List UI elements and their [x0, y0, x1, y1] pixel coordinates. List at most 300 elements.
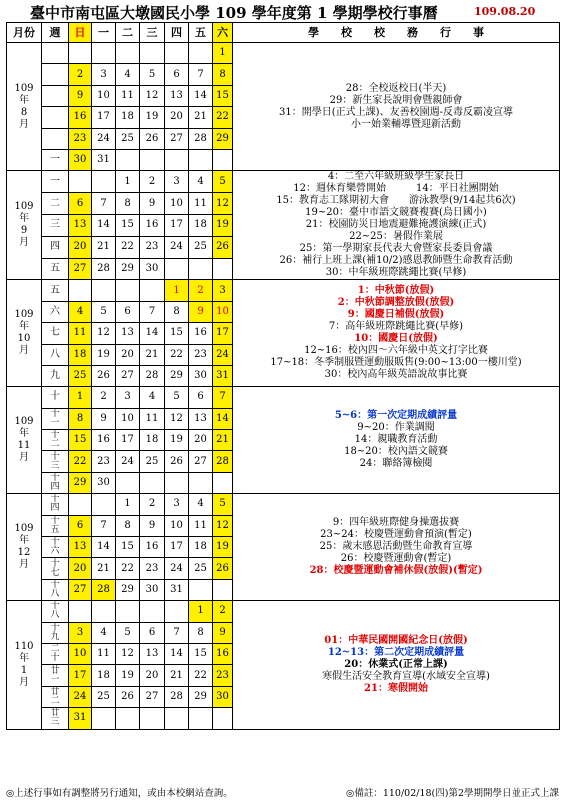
day-cell: 7 — [213, 387, 233, 408]
day-cell: 7 — [92, 515, 116, 536]
event-line: 1：中秋節(放假) — [357, 285, 435, 297]
day-cell — [69, 280, 92, 301]
day-cell — [69, 43, 92, 64]
week-number: 一 — [42, 149, 69, 170]
footer-remark: ◎備註：110/02/18(四)第2學期開學日並正式上課 — [346, 788, 559, 799]
week-number — [42, 107, 69, 128]
day-cell: 28 — [213, 451, 233, 472]
title-bar — [0, 2, 564, 22]
day-cell: 11 — [92, 643, 116, 664]
day-cell: 3 — [92, 64, 116, 85]
header-fri: 五 — [189, 23, 213, 43]
day-cell: 4 — [92, 622, 116, 643]
day-cell — [140, 708, 165, 729]
day-cell: 8 — [165, 301, 189, 322]
header-row — [7, 23, 560, 43]
day-cell: 1 — [69, 387, 92, 408]
day-cell: 22 — [116, 236, 140, 258]
day-cell — [165, 258, 189, 280]
day-cell: 6 — [140, 622, 165, 643]
event-line: 12~16：校內四～六年級中英文打字比賽 — [304, 345, 488, 357]
day-cell: 26 — [213, 236, 233, 258]
header-sun: 日 — [69, 23, 92, 43]
month-label-m: 1 — [20, 664, 28, 676]
day-cell: 20 — [140, 665, 165, 686]
week-number — [42, 451, 69, 472]
page-title: 臺中市南屯區大墩國民小學 109 學年度第 1 學期學校行事曆 — [30, 4, 438, 22]
day-cell: 8 — [116, 515, 140, 536]
day-cell — [189, 579, 213, 600]
week-number-char: 五 — [50, 524, 60, 535]
month-label-m: 11 — [17, 440, 31, 452]
day-cell: 10 — [165, 193, 189, 215]
day-cell: 30 — [140, 258, 165, 280]
day-cell: 25 — [69, 365, 92, 386]
day-cell: 9 — [92, 408, 116, 429]
week-number — [42, 85, 69, 106]
day-cell: 22 — [213, 107, 233, 128]
day-cell: 11 — [189, 515, 213, 536]
month-label — [7, 494, 42, 601]
day-cell: 11 — [116, 85, 140, 106]
day-cell: 24 — [116, 451, 140, 472]
day-cell: 14 — [189, 85, 213, 106]
week-number-char: 九 — [50, 631, 60, 642]
day-cell: 3 — [165, 494, 189, 515]
day-cell: 10 — [116, 408, 140, 429]
day-cell — [165, 472, 189, 493]
day-cell: 5 — [213, 171, 233, 193]
day-cell — [116, 43, 140, 64]
event-line: 31：開學日(正式上課)、友善校園週-反毒反霸凌宣導 — [279, 106, 513, 118]
day-cell: 2 — [92, 387, 116, 408]
day-cell: 20 — [189, 430, 213, 451]
day-cell: 23 — [92, 451, 116, 472]
day-cell: 12 — [140, 85, 165, 106]
week-number-char: 八 — [50, 589, 60, 599]
week-number — [42, 64, 69, 85]
event-line: 23~24：校慶暨運動會預演(暫定) — [320, 529, 472, 541]
day-cell: 19 — [213, 214, 233, 236]
day-cell — [140, 43, 165, 64]
event-line: 小一始業輔導暨迎新活動 — [331, 118, 461, 130]
day-cell: 13 — [116, 323, 140, 344]
day-cell: 1 — [116, 171, 140, 193]
day-cell: 5 — [165, 387, 189, 408]
day-cell: 19 — [140, 107, 165, 128]
day-cell: 3 — [165, 171, 189, 193]
week-number-char: 三 — [50, 717, 60, 728]
day-cell: 23 — [213, 665, 233, 686]
day-cell — [213, 708, 233, 729]
day-cell: 25 — [92, 686, 116, 707]
day-cell: 29 — [213, 128, 233, 149]
day-cell: 14 — [92, 214, 116, 236]
day-cell: 28 — [140, 365, 165, 386]
month-label-label: 年 — [19, 94, 29, 106]
day-cell: 31 — [213, 365, 233, 386]
day-cell: 29 — [116, 258, 140, 280]
week-number: 九 — [42, 365, 69, 386]
event-line: 7：高年級班際跳繩比賽(早修) — [328, 321, 464, 333]
week-number — [42, 430, 69, 451]
day-cell: 27 — [189, 451, 213, 472]
week-row — [7, 494, 560, 515]
day-cell: 4 — [140, 387, 165, 408]
week-number-char: 二 — [50, 695, 60, 706]
week-number-char: 三 — [50, 460, 60, 471]
day-cell: 2 — [140, 171, 165, 193]
week-number — [42, 128, 69, 149]
week-number-char: 二 — [50, 644, 60, 655]
day-cell: 11 — [69, 323, 92, 344]
day-cell: 17 — [92, 107, 116, 128]
day-cell: 27 — [69, 579, 92, 600]
week-number-char: 七 — [50, 567, 60, 578]
day-cell: 7 — [189, 64, 213, 85]
day-cell — [140, 601, 165, 622]
week-number-char: 十 — [50, 580, 60, 590]
day-cell: 22 — [69, 451, 92, 472]
day-cell — [116, 601, 140, 622]
day-cell: 4 — [116, 64, 140, 85]
day-cell: 26 — [92, 365, 116, 386]
header-week: 週 — [42, 23, 69, 43]
event-line: 26：校慶暨運動會(暫定) — [340, 553, 452, 565]
day-cell: 20 — [69, 558, 92, 579]
day-cell — [116, 472, 140, 493]
month-events — [233, 280, 560, 387]
day-cell: 5 — [213, 494, 233, 515]
day-cell: 4 — [69, 301, 92, 322]
day-cell: 29 — [116, 579, 140, 600]
day-cell: 13 — [189, 408, 213, 429]
week-row — [7, 601, 560, 622]
week-number — [42, 579, 69, 600]
week-number-char: 十 — [50, 451, 60, 462]
week-number-char: 四 — [50, 503, 60, 514]
day-cell — [140, 472, 165, 493]
month-label-label: 年 — [19, 213, 29, 225]
event-line: 20：休業式(正常上課) — [344, 658, 448, 670]
day-cell: 1 — [213, 43, 233, 64]
day-cell — [165, 708, 189, 729]
day-cell: 28 — [165, 686, 189, 707]
day-cell: 12 — [116, 643, 140, 664]
day-cell: 15 — [189, 643, 213, 664]
day-cell: 14 — [92, 537, 116, 558]
day-cell: 26 — [116, 686, 140, 707]
day-cell: 12 — [92, 323, 116, 344]
week-number-char: 廿 — [50, 665, 60, 676]
day-cell: 25 — [189, 558, 213, 579]
day-cell: 16 — [140, 214, 165, 236]
day-cell: 15 — [69, 430, 92, 451]
week-number-char: 二 — [50, 439, 60, 450]
week-number — [42, 643, 69, 664]
day-cell: 25 — [189, 236, 213, 258]
month-label-unit: 月 — [19, 559, 29, 571]
day-cell: 30 — [213, 686, 233, 707]
day-cell: 6 — [69, 515, 92, 536]
day-cell: 24 — [213, 344, 233, 365]
day-cell — [213, 149, 233, 170]
week-number: 六 — [42, 301, 69, 322]
month-label-m: 8 — [20, 106, 28, 118]
month-label-unit: 月 — [19, 676, 29, 688]
day-cell: 12 — [213, 515, 233, 536]
day-cell — [92, 708, 116, 729]
day-cell: 30 — [189, 365, 213, 386]
day-cell: 12 — [165, 408, 189, 429]
day-cell: 30 — [140, 579, 165, 600]
day-cell — [69, 171, 92, 193]
day-cell: 15 — [165, 323, 189, 344]
week-number: 五 — [42, 258, 69, 280]
event-line: 12：週休育樂營開始 14：平日社團開始 — [293, 183, 499, 195]
week-number-char: 四 — [50, 482, 60, 493]
day-cell — [189, 708, 213, 729]
day-cell: 2 — [69, 64, 92, 85]
day-cell: 19 — [92, 344, 116, 365]
day-cell: 6 — [69, 193, 92, 215]
day-cell: 10 — [92, 85, 116, 106]
day-cell — [116, 149, 140, 170]
day-cell: 21 — [189, 107, 213, 128]
event-line: 01：中華民國開國紀念日(放假) — [324, 634, 468, 646]
day-cell — [165, 149, 189, 170]
event-line: 30：中年級班際跳繩比賽(早修) — [325, 267, 467, 279]
day-cell: 24 — [165, 236, 189, 258]
day-cell: 3 — [69, 622, 92, 643]
day-cell: 31 — [92, 149, 116, 170]
day-cell: 20 — [165, 107, 189, 128]
month-label-year: 109 — [14, 82, 34, 94]
day-cell: 22 — [165, 344, 189, 365]
week-number: 一 — [42, 171, 69, 193]
day-cell — [189, 149, 213, 170]
week-number-char: 廿 — [50, 708, 60, 719]
day-cell: 28 — [92, 579, 116, 600]
day-cell: 9 — [69, 85, 92, 106]
day-cell: 7 — [140, 301, 165, 322]
day-cell: 22 — [116, 558, 140, 579]
day-cell: 17 — [116, 430, 140, 451]
week-number-char: 十 — [50, 473, 60, 484]
day-cell — [69, 601, 92, 622]
month-label-m: 12 — [17, 547, 31, 559]
day-cell: 3 — [116, 387, 140, 408]
event-line: 2：中秋節調整放假(放假) — [337, 297, 455, 309]
week-number-char: 六 — [50, 546, 60, 557]
event-line: 15：教育志工隊期初大會 游泳教學(9/14起共6次) — [276, 195, 516, 207]
day-cell: 18 — [189, 537, 213, 558]
day-cell: 5 — [116, 622, 140, 643]
month-events — [233, 387, 560, 494]
day-cell: 16 — [189, 323, 213, 344]
month-label-label: 年 — [19, 428, 29, 440]
day-cell — [213, 258, 233, 280]
month-label-year: 109 — [14, 523, 34, 535]
day-cell: 18 — [92, 665, 116, 686]
week-row — [7, 43, 560, 64]
header-thu: 四 — [165, 23, 189, 43]
week-number-char: 十 — [50, 515, 60, 526]
week-number — [42, 665, 69, 686]
day-cell — [189, 258, 213, 280]
week-number: 七 — [42, 323, 69, 344]
day-cell: 12 — [213, 193, 233, 215]
day-cell: 28 — [92, 258, 116, 280]
day-cell: 19 — [213, 537, 233, 558]
day-cell: 30 — [92, 472, 116, 493]
day-cell: 16 — [69, 107, 92, 128]
header-mon: 一 — [92, 23, 116, 43]
calendar-table — [6, 22, 560, 730]
day-cell: 14 — [213, 408, 233, 429]
day-cell: 16 — [213, 643, 233, 664]
day-cell: 13 — [69, 214, 92, 236]
day-cell: 2 — [189, 280, 213, 301]
month-label-unit: 月 — [19, 118, 29, 130]
day-cell: 17 — [213, 323, 233, 344]
day-cell: 5 — [92, 301, 116, 322]
event-line: 18~20：校內語文競賽 — [344, 446, 448, 458]
day-cell: 25 — [140, 451, 165, 472]
event-line: 24：聯絡簿檢閱 — [359, 458, 433, 470]
day-cell: 18 — [116, 107, 140, 128]
month-events — [233, 601, 560, 729]
week-number: 十 — [42, 387, 69, 408]
day-cell — [116, 280, 140, 301]
day-cell: 8 — [213, 64, 233, 85]
month-label-unit: 月 — [19, 452, 29, 464]
day-cell: 26 — [165, 451, 189, 472]
day-cell: 9 — [140, 193, 165, 215]
week-number-char: 十 — [50, 408, 60, 419]
day-cell: 20 — [116, 344, 140, 365]
day-cell: 21 — [213, 430, 233, 451]
week-number: 三 — [42, 214, 69, 236]
event-line: 25：歲末感恩活動暨生命教育宣導 — [319, 541, 473, 553]
day-cell: 29 — [69, 472, 92, 493]
day-cell: 9 — [213, 622, 233, 643]
day-cell: 10 — [69, 643, 92, 664]
event-line: 19~20：臺中市語文競賽複賽(烏日國小) — [305, 207, 487, 219]
week-number — [42, 601, 69, 622]
day-cell: 31 — [165, 579, 189, 600]
event-line: 25：第一學期家長代表大會暨家長委員會議 — [299, 243, 493, 255]
day-cell — [92, 494, 116, 515]
month-events — [233, 43, 560, 171]
day-cell: 17 — [165, 537, 189, 558]
day-cell — [92, 601, 116, 622]
day-cell: 11 — [189, 193, 213, 215]
day-cell — [116, 708, 140, 729]
month-label — [7, 601, 42, 729]
day-cell: 21 — [92, 236, 116, 258]
day-cell — [92, 43, 116, 64]
day-cell: 22 — [189, 665, 213, 686]
week-number — [42, 472, 69, 493]
day-cell: 23 — [69, 128, 92, 149]
week-number: 四 — [42, 236, 69, 258]
day-cell: 8 — [69, 408, 92, 429]
week-number-char: 十 — [50, 558, 60, 569]
day-cell: 16 — [140, 537, 165, 558]
day-cell: 18 — [189, 214, 213, 236]
week-number-char: 十 — [50, 622, 60, 633]
day-cell: 19 — [165, 430, 189, 451]
day-cell: 8 — [189, 622, 213, 643]
event-line: 9：四年級班際健身操選拔賽 — [332, 517, 460, 529]
month-label-year: 110 — [14, 640, 34, 652]
day-cell: 29 — [189, 686, 213, 707]
day-cell: 23 — [189, 344, 213, 365]
week-number — [42, 622, 69, 643]
footer — [6, 785, 559, 799]
day-cell: 9 — [140, 515, 165, 536]
month-label — [7, 171, 42, 280]
day-cell: 27 — [165, 128, 189, 149]
month-label-label: 年 — [19, 321, 29, 333]
day-cell: 2 — [140, 494, 165, 515]
day-cell: 26 — [140, 128, 165, 149]
day-cell: 5 — [140, 64, 165, 85]
week-row — [7, 387, 560, 408]
day-cell: 15 — [116, 214, 140, 236]
day-cell — [92, 280, 116, 301]
day-cell: 19 — [116, 665, 140, 686]
week-number — [42, 494, 69, 515]
day-cell — [140, 280, 165, 301]
day-cell: 23 — [140, 558, 165, 579]
week-number: 八 — [42, 344, 69, 365]
header-wed: 三 — [140, 23, 165, 43]
week-row — [7, 280, 560, 301]
day-cell: 27 — [69, 258, 92, 280]
header-sat: 六 — [213, 23, 233, 43]
day-cell: 25 — [116, 128, 140, 149]
week-number-char: 八 — [50, 610, 60, 621]
day-cell: 21 — [165, 665, 189, 686]
month-label — [7, 387, 42, 494]
event-line: 28：全校返校日(半天) — [345, 82, 447, 94]
day-cell: 14 — [165, 643, 189, 664]
day-cell — [165, 43, 189, 64]
week-number — [42, 537, 69, 558]
day-cell: 27 — [140, 686, 165, 707]
day-cell: 1 — [165, 280, 189, 301]
day-cell: 3 — [213, 280, 233, 301]
day-cell: 6 — [116, 301, 140, 322]
day-cell — [189, 43, 213, 64]
week-number — [42, 43, 69, 64]
day-cell: 15 — [116, 537, 140, 558]
month-events — [233, 171, 560, 280]
day-cell — [92, 171, 116, 193]
week-number: 二 — [42, 193, 69, 215]
day-cell: 17 — [69, 665, 92, 686]
day-cell: 7 — [165, 622, 189, 643]
day-cell: 18 — [140, 430, 165, 451]
event-line: 29：新生家長說明會暨親師會 — [329, 94, 463, 106]
month-label-year: 109 — [14, 416, 34, 428]
week-number-char: 一 — [50, 417, 60, 428]
header-tue: 二 — [116, 23, 140, 43]
day-cell: 13 — [69, 537, 92, 558]
day-cell: 1 — [189, 601, 213, 622]
